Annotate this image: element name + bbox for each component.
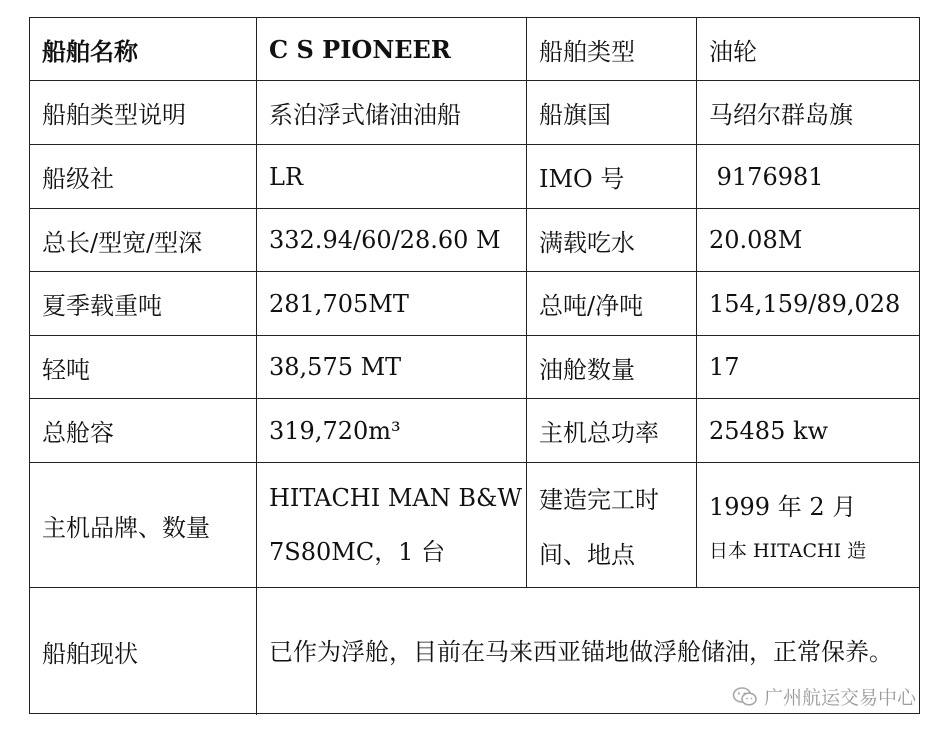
watermark [732,683,916,710]
value-gross-net-tonnage: 154,159/89,028 [709,289,901,318]
build-date: 1999 年 2 月 [709,493,857,521]
table-row [30,18,919,81]
table-row [30,81,919,145]
value-engine-power: 25485 kw [709,416,829,445]
ship-info-table [29,17,920,714]
value-lightweight: 38,575 MT [257,336,527,398]
label-flag: 船旗国 [527,81,697,144]
table-row [30,336,919,399]
value-build-date-place [697,463,921,587]
label-lightweight: 轻吨 [30,336,257,398]
build-label-line2: 间、地点 [539,541,635,569]
label-gross-net-tonnage: 总吨/净吨 [527,272,697,335]
label-class-society: 船级社 [30,145,257,208]
engine-brand-line1: HITACHI MAN B&W [269,483,523,512]
label-engine-power: 主机总功率 [527,399,697,462]
value-ship-name: C S PIONEER [257,18,527,80]
value-type-description: 系泊浮式储油油船 [257,81,527,144]
label-ship-type: 船舶类型 [527,18,697,80]
watermark-text: 广州航运交易中心 [763,687,916,709]
build-label-line1: 建造完工时 [539,486,659,514]
label-dimensions: 总长/型宽/型深 [30,209,257,271]
value-engine-brand [257,463,527,587]
value-total-capacity: 319,720m³ [257,399,527,462]
value-imo: 9176981 [709,162,824,191]
value-dimensions: 332.94/60/28.60 M [257,209,527,271]
value-ship-type: 油轮 [709,37,757,66]
label-ship-name: 船舶名称 [30,18,257,80]
value-current-status: 已作为浮舱，目前在马来西亚锚地做浮舱储油，正常保养。 [269,637,893,666]
label-current-status: 船舶现状 [30,588,257,715]
wechat-icon [732,686,758,708]
table-row [30,209,919,272]
value-draft: 20.08M [709,226,803,254]
label-tank-count: 油舱数量 [527,336,697,398]
build-place: 日本 HITACHI 造 [709,540,867,562]
value-tank-count: 17 [709,353,740,381]
label-type-description: 船舶类型说明 [30,81,257,144]
value-flag: 马绍尔群岛旗 [709,101,853,129]
table-row [30,145,919,209]
label-draft: 满载吃水 [527,209,697,271]
label-imo: IMO 号 [527,145,697,208]
table-row [30,399,919,463]
table-row [30,463,919,588]
table-row [30,272,919,336]
label-summer-dwt: 夏季载重吨 [30,272,257,335]
engine-brand-line2: 7S80MC，1 台 [269,537,446,566]
value-class-society: LR [257,145,527,208]
value-summer-dwt: 281,705MT [257,272,527,335]
label-engine-brand: 主机品牌、数量 [30,463,257,587]
label-build-date-place [527,463,697,587]
label-total-capacity: 总舱容 [30,399,257,462]
